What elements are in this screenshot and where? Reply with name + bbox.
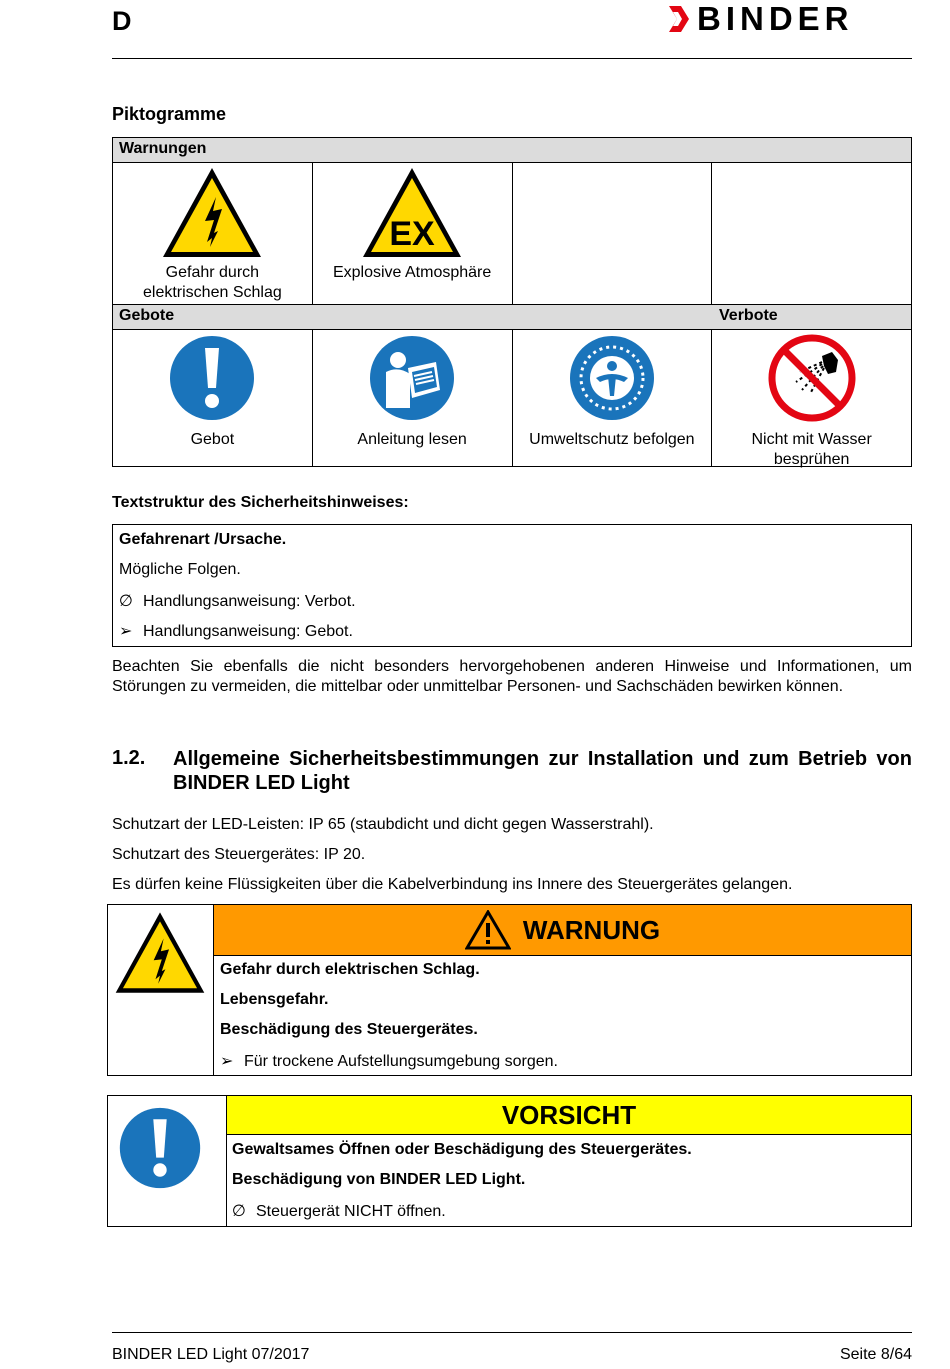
mandatory-row [113, 330, 911, 466]
warnings-row [113, 163, 911, 305]
pictogram-label: Gebot [190, 431, 235, 448]
warnings-header: Warnungen [119, 140, 207, 157]
signal-word-warning: WARNUNG [522, 914, 661, 945]
warning-line: Gefahr durch elektrischen Schlag. [220, 961, 480, 978]
paragraph-led-protection: Schutzart der LED-Leisten: IP 65 (staubdicht und dicht gegen Wasserstrahl). [112, 816, 654, 833]
prohibition-symbol-icon: ∅ [232, 1203, 246, 1220]
pictogram-cell-environment [513, 330, 713, 466]
svg-text:EX: EX [389, 215, 435, 253]
brand-name: BINDER [697, 0, 854, 37]
pictogram-cell-explosive [313, 163, 513, 304]
warning-box [107, 904, 912, 1076]
section-title-line: BINDER LED Light [173, 772, 350, 794]
prohibition-symbol-icon: ∅ [119, 593, 133, 610]
warning-line: Lebensgefahr. [220, 991, 329, 1008]
text-structure-title: Textstruktur des Sicherheitshinweises: [112, 494, 409, 511]
arrow-bullet-icon: ➢ [220, 1053, 234, 1070]
language-code: D [112, 6, 132, 36]
binder-logo [667, 0, 854, 37]
caution-box [107, 1095, 912, 1227]
warning-triangle-icon [465, 910, 511, 950]
warning-instruction-text: Für trockene Aufstellungsumgebung sorgen. [244, 1053, 558, 1070]
structure-line-instruction [119, 621, 353, 641]
paragraph-controller-protection: Schutzart des Steuergerätes: IP 20. [112, 846, 366, 863]
prohibition-header: Verbote [719, 307, 778, 324]
footer-page-number: Seite 8/64 [839, 1346, 912, 1363]
pictogram-label: elektrischen Schlag [143, 284, 282, 301]
header-rule [112, 58, 912, 59]
note-line: Beachten Sie ebenfalls die nicht besonders hervorgehobenen anderen Hinweise und Informationen, um [112, 658, 912, 675]
pictogram-cell-electric [113, 163, 313, 304]
mandatory-header: Gebote [119, 307, 175, 324]
footer-document: BINDER LED Light 07/2017 [112, 1346, 310, 1363]
general-mandatory-icon [166, 332, 258, 424]
structure-line-consequence: Mögliche Folgen. [119, 561, 241, 578]
section-title-line: Allgemeine Sicherheitsbestimmungen zur Installation und zum Betrieb von [173, 748, 912, 770]
note-paragraph [112, 657, 912, 697]
pictogram-label: besprühen [773, 451, 850, 468]
signal-word-caution: VORSICHT [501, 1099, 637, 1130]
pictograms-title: Piktogramme [112, 104, 227, 124]
arrow-bullet-icon: ➢ [119, 623, 133, 640]
warnings-header-row [113, 138, 911, 163]
electric-shock-warning-icon [160, 165, 264, 261]
pictogram-cell-mandatory [113, 330, 313, 466]
pictogram-label: Explosive Atmosphäre [332, 264, 492, 281]
explosive-atmosphere-warning-icon [360, 165, 464, 261]
pictogram-table [112, 137, 912, 467]
warning-line: Beschädigung des Steuergerätes. [220, 1021, 478, 1038]
caution-instruction [232, 1201, 446, 1221]
electric-shock-warning-icon [113, 909, 207, 997]
pictogram-label: Umweltschutz befolgen [529, 431, 695, 448]
pictogram-cell-no-water [712, 330, 911, 466]
warning-box-icon-cell [108, 905, 214, 1075]
caution-instruction-text: Steuergerät NICHT öffnen. [256, 1203, 446, 1220]
general-mandatory-icon [116, 1104, 204, 1192]
read-manual-icon [366, 332, 458, 424]
footer-rule [112, 1332, 912, 1333]
caution-box-header [227, 1096, 911, 1135]
warning-instruction [220, 1051, 558, 1071]
warning-box-header [214, 905, 911, 956]
caution-box-icon-cell [108, 1096, 227, 1226]
note-line: Störungen zu vermeiden, die mittelbar oder unmittelbar Personen- und Sachschäden bewirken können. [112, 678, 844, 695]
binder-logo-mark-icon [667, 4, 691, 34]
structure-line-cause: Gefahrenart /Ursache. [119, 531, 287, 548]
pictogram-cell-empty [513, 163, 713, 304]
text-structure-box [112, 524, 912, 647]
paragraph-no-liquids: Es dürfen keine Flüssigkeiten über die Kabelverbindung ins Innere des Steuergerätes gelangen. [112, 876, 793, 893]
pictogram-cell-empty [712, 163, 911, 304]
section-number: 1.2. [112, 747, 146, 769]
caution-line: Beschädigung von BINDER LED Light. [232, 1171, 526, 1188]
pictogram-label: Gefahr durch [165, 264, 260, 281]
pictogram-label: Nicht mit Wasser [751, 431, 872, 448]
pictogram-cell-manual [313, 330, 513, 466]
pictogram-label: Anleitung lesen [357, 431, 467, 448]
structure-line-text: Handlungsanweisung: Gebot. [143, 623, 353, 640]
caution-line: Gewaltsames Öffnen oder Beschädigung des Steuergerätes. [232, 1141, 692, 1158]
section-title [173, 747, 912, 795]
structure-line-text: Handlungsanweisung: Verbot. [143, 593, 356, 610]
environment-protection-icon [566, 332, 658, 424]
no-water-spray-icon [766, 332, 858, 424]
structure-line-prohibition [119, 591, 356, 611]
mandatory-header-row [113, 305, 911, 330]
